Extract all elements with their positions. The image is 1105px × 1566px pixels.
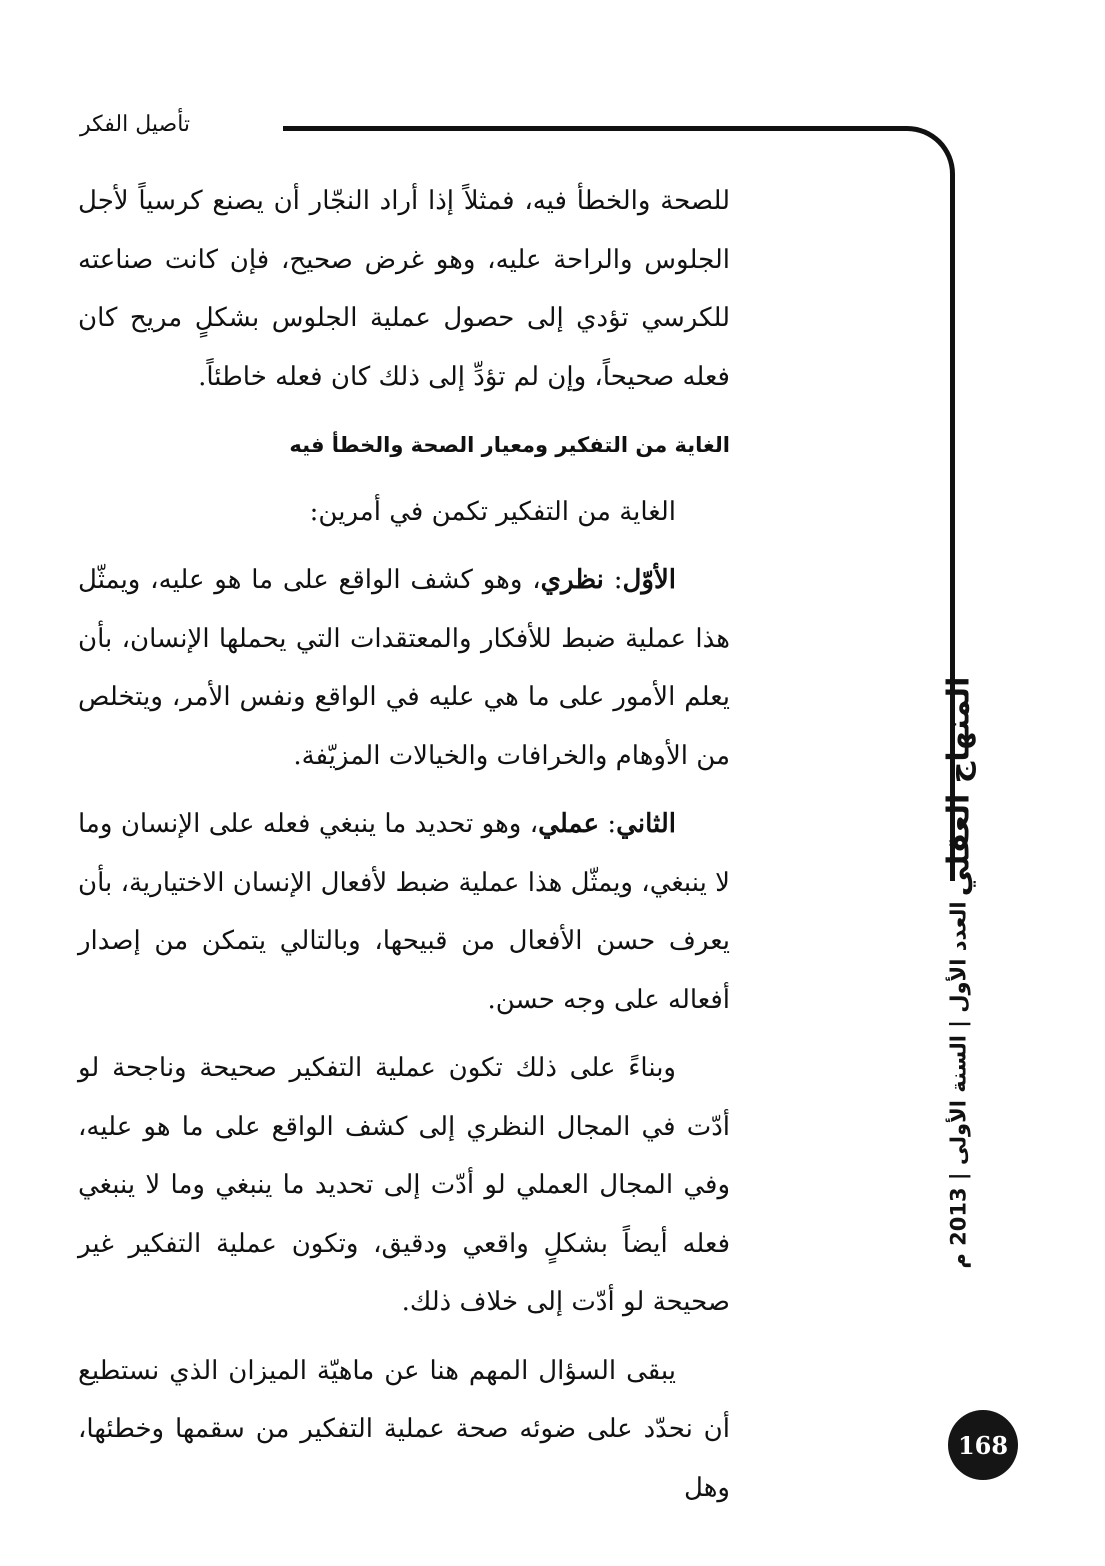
header-rule [283, 126, 903, 131]
running-title: تأصيل الفكر [80, 112, 191, 137]
paragraph-second-aim [78, 795, 730, 1029]
first-aim-separator: : [603, 565, 623, 595]
paragraph-continued: للصحة والخطأ فيه، فمثلاً إذا أراد النجّار أن يصنع كرسياً لأجل الجلوس والراحة عليه، وهو غرض صحيح، فإن كانت صناعته للكرسي تؤدي إلى حصول عملية الجلوس بشكلٍ مريح كان فعله صحيحاً، وإن لم تؤدِّ إلى ذلك كان فعله خاطئاً. [78, 186, 730, 392]
paragraph-conclusion: وبناءً على ذلك تكون عملية التفكير صحيحة وناجحة لو أدّت في المجال النظري إلى كشف الواقع على ما هو عليه، وفي المجال العملي لو أدّت إلى تحديد ما ينبغي وما لا ينبغي فعله أيضاً بشكلٍ واقعي ودقيق، وتكون عملية التفكير غير صحيحة لو أدّت إلى خلاف ذلك. [78, 1053, 730, 1317]
paragraph-first-aim [78, 551, 730, 785]
second-aim-label: الثاني [616, 809, 676, 839]
paragraph-question: يبقى السؤال المهم هنا عن ماهيّة الميزان الذي نستطيع أن نحدّد على ضوئه صحة عملية التفكير من سقمها وخطئها، وهل [78, 1355, 730, 1503]
page-number-badge: 168 [948, 1410, 1018, 1480]
issue-info [928, 901, 990, 1269]
first-aim-keyword: نظري [540, 565, 604, 595]
paragraph-intro: الغاية من التفكير تكمن في أمرين: [309, 496, 676, 527]
second-aim-separator: : [598, 809, 617, 839]
section-subheading: الغاية من التفكير ومعيار الصحة والخطأ فيه [289, 433, 730, 457]
second-aim-text: ، وهو تحديد ما ينبغي فعله على الإنسان وما لا ينبغي، ويمثّل هذا عملية ضبط لأفعال الإنسان الاختيارية، بأن يعرف حسن الأفعال من قبيحها، وبالتالي يتمكن من إصدار أفعاله على وجه حسن. [78, 809, 730, 1015]
journal-logo [927, 676, 991, 896]
first-aim-label: الأوّل [622, 565, 677, 595]
issue-info-text: العدد الأول | السنة الأولى | 2013 م [947, 901, 972, 1269]
first-aim-text: ، وهو كشف الواقع على ما هو عليه، ويمثّل هذا عملية ضبط للأفكار والمعتقدات التي يحملها الإنسان، بأن يعلم الأمور على ما هي عليه في الواقع ونفس الأمر، ويتخلص من الأوهام والخرافات والخيالات المزيّفة. [78, 565, 730, 771]
article-body [78, 172, 730, 1527]
journal-logo-text: المنهاج العقلي [941, 676, 977, 896]
second-aim-keyword: عملي [538, 809, 599, 839]
